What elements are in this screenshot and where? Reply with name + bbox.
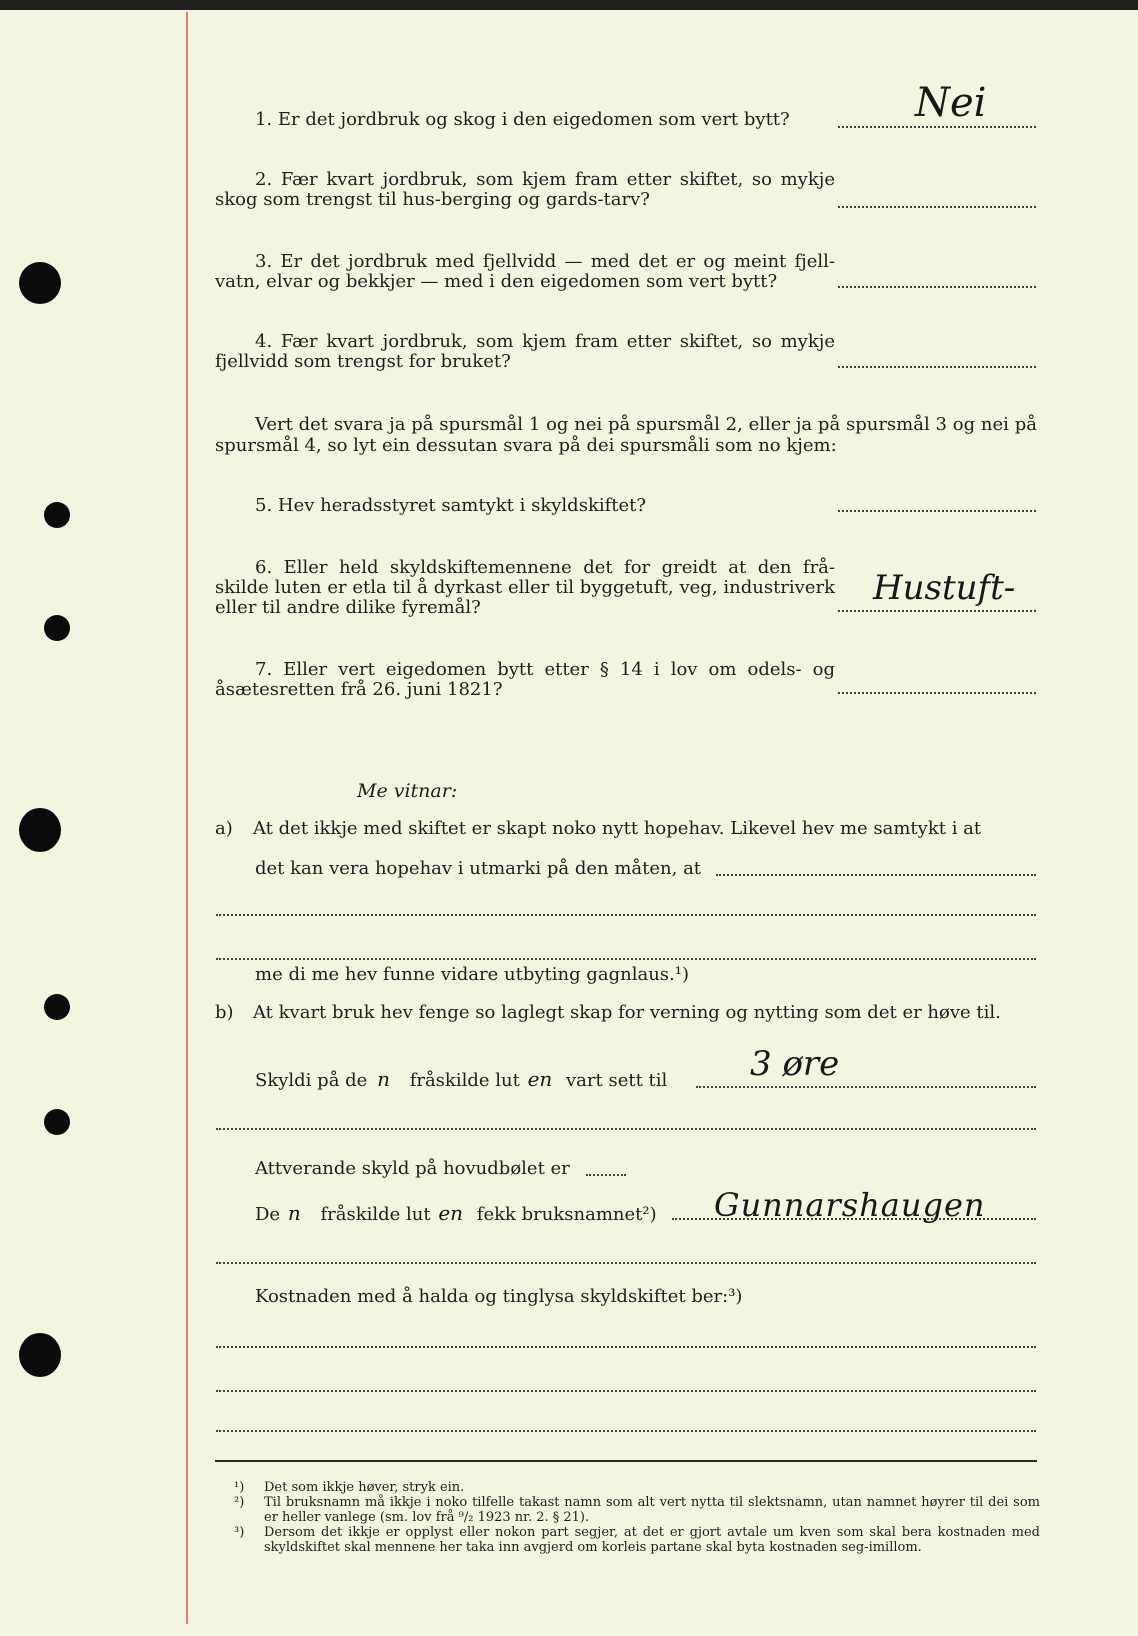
question-1 [215, 110, 835, 130]
witness-a-fill-3 [216, 958, 1036, 960]
footnote-3-text: Dersom det ikkje er opplyst eller nokon part segjer, at det er gjort avtale um kven som skal bera kostnaden med skyldskiftet skal mennene her taka inn avgjerd om korleis partane skal byta kostnaden seg-imillom. [264, 1525, 1040, 1555]
skyld-value-handwriting: 3 øre [750, 1044, 840, 1084]
question-2 [215, 170, 835, 210]
kostnad-fill-2 [216, 1390, 1036, 1392]
bruksnamn-value-handwriting: Gunnarshaugen [714, 1186, 986, 1224]
question-6-text: 6. Eller held skyldskiftemennene det for greidt at den frå-skilde luten er etla til å dyrkast eller til byggetuft, veg, industriverk eller til andre dilike fyremål? [215, 557, 835, 618]
footnote-3-mark: ³) [234, 1525, 245, 1540]
answer-line-1 [838, 126, 1036, 128]
witness-a-fill-1 [716, 874, 1036, 876]
bruksnamn-label-c: fekk bruksnamnet²) [476, 1204, 657, 1225]
witness-b-line [215, 1002, 1037, 1024]
answer-line-3 [838, 286, 1036, 288]
footnotes [234, 1480, 1040, 1555]
skyld-row [255, 1068, 667, 1092]
instruction-paragraph [215, 414, 1037, 456]
question-3 [215, 252, 835, 292]
bruksnamn-row [255, 1202, 657, 1226]
question-4-text: 4. Fær kvart jordbruk, som kjem fram etter skiftet, so mykje fjellvidd som trengst for bruket? [215, 331, 835, 372]
witness-heading: Me vitnar: [357, 780, 458, 802]
attverande-fill [586, 1174, 626, 1176]
question-6 [215, 558, 835, 618]
witness-a-fill-2 [216, 914, 1036, 916]
witness-b-text: At kvart bruk hev fenge so laglegt skap for verning og nytting som det er høve til. [253, 1002, 1001, 1023]
witness-b-letter: b) [215, 1002, 234, 1023]
witness-a-text: At det ikkje med skiftet er skapt noko nytt hopehav. Likevel hev me samtykt i at [253, 818, 982, 839]
answer-line-4 [838, 366, 1036, 368]
question-5 [215, 496, 835, 516]
attverande-label: Attverande skyld på hovudbølet er [255, 1158, 570, 1179]
skyld-hw-b: en [527, 1067, 553, 1091]
question-7-text: 7. Eller vert eigedomen bytt etter § 14 i lov om odels- og åsætesretten frå 26. juni 1821? [215, 659, 835, 700]
answer-line-2 [838, 206, 1036, 208]
bruksnamn-hw-b: en [438, 1201, 464, 1225]
bruksnamn-label-a: De [255, 1204, 281, 1225]
answer-6-handwriting: Hustuft- [873, 568, 1016, 608]
instruction-text: Vert det svara ja på spursmål 1 og nei på spursmål 2, eller ja på spursmål 3 og nei på spursmål 4, so lyt ein dessutan svara på dei spursmåli som no kjem: [215, 414, 1037, 456]
footnote-2 [234, 1495, 1040, 1525]
footnote-1-mark: ¹) [234, 1480, 245, 1495]
skyld-fill-2 [216, 1128, 1036, 1130]
punch-hole [44, 502, 70, 528]
bruksnamn-hw-a: n [287, 1201, 301, 1225]
margin-rule [186, 12, 188, 1624]
answer-line-6 [838, 610, 1036, 612]
kostnad-label: Kostnaden med å halda og tinglysa skyldskiftet ber:³) [255, 1286, 743, 1307]
punch-hole [44, 994, 70, 1020]
footnote-rule [215, 1460, 1037, 1462]
punch-hole [19, 262, 61, 304]
punch-hole [44, 615, 70, 641]
skyld-label-c: vart sett til [566, 1070, 668, 1091]
footnote-1-text: Det som ikkje høver, stryk ein. [264, 1480, 465, 1495]
skyld-hw-a: n [377, 1067, 390, 1091]
answer-1-handwriting: Nei [915, 80, 987, 126]
question-1-text: 1. Er det jordbruk og skog i den eigedomen som vert bytt? [255, 109, 790, 130]
question-3-text: 3. Er det jordbruk med fjellvidd — med det er og meint fjell-vatn, elvar og bekkjer — med i den eigedomen som vert bytt? [215, 251, 835, 292]
kostnad-fill-3 [216, 1430, 1036, 1432]
footnote-2-text: Til bruksnamn må ikkje i noko tilfelle takast namn som alt vert nytta til slektsnamn, utan namnet høyrer til dei som er heller vanlege (sm. lov frå ⁹/₂ 1923 nr. 2. § 21). [264, 1495, 1040, 1525]
punch-hole [19, 1333, 61, 1377]
answer-line-5 [838, 510, 1036, 512]
skyld-fill [696, 1086, 1036, 1088]
skyld-label-a: Skyldi på de [255, 1070, 368, 1091]
footnote-3 [234, 1525, 1040, 1555]
footnote-2-mark: ²) [234, 1495, 245, 1510]
punch-hole [19, 808, 61, 852]
punch-hole [44, 1109, 70, 1135]
witness-a-line1 [215, 818, 1037, 840]
bruksnamn-fill-2 [216, 1262, 1036, 1264]
witness-a-end: me di me hev funne vidare utbyting gagnlaus.¹) [255, 964, 689, 985]
witness-a-letter: a) [215, 818, 233, 839]
bruksnamn-label-b: fråskilde lut [320, 1204, 431, 1225]
question-4 [215, 332, 835, 372]
question-7 [215, 660, 835, 700]
skyld-label-b: fråskilde lut [409, 1070, 520, 1091]
witness-a-line2: det kan vera hopehav i utmarki på den måten, at [255, 858, 702, 879]
question-2-text: 2. Fær kvart jordbruk, som kjem fram etter skiftet, so mykje skog som trengst til hus-berging og gards-tarv? [215, 169, 835, 210]
footnote-1 [234, 1480, 1040, 1495]
question-5-text: 5. Hev heradsstyret samtykt i skyldskiftet? [255, 495, 647, 516]
kostnad-fill-1 [216, 1346, 1036, 1348]
answer-line-7 [838, 692, 1036, 694]
scan-top-border [0, 0, 1138, 10]
